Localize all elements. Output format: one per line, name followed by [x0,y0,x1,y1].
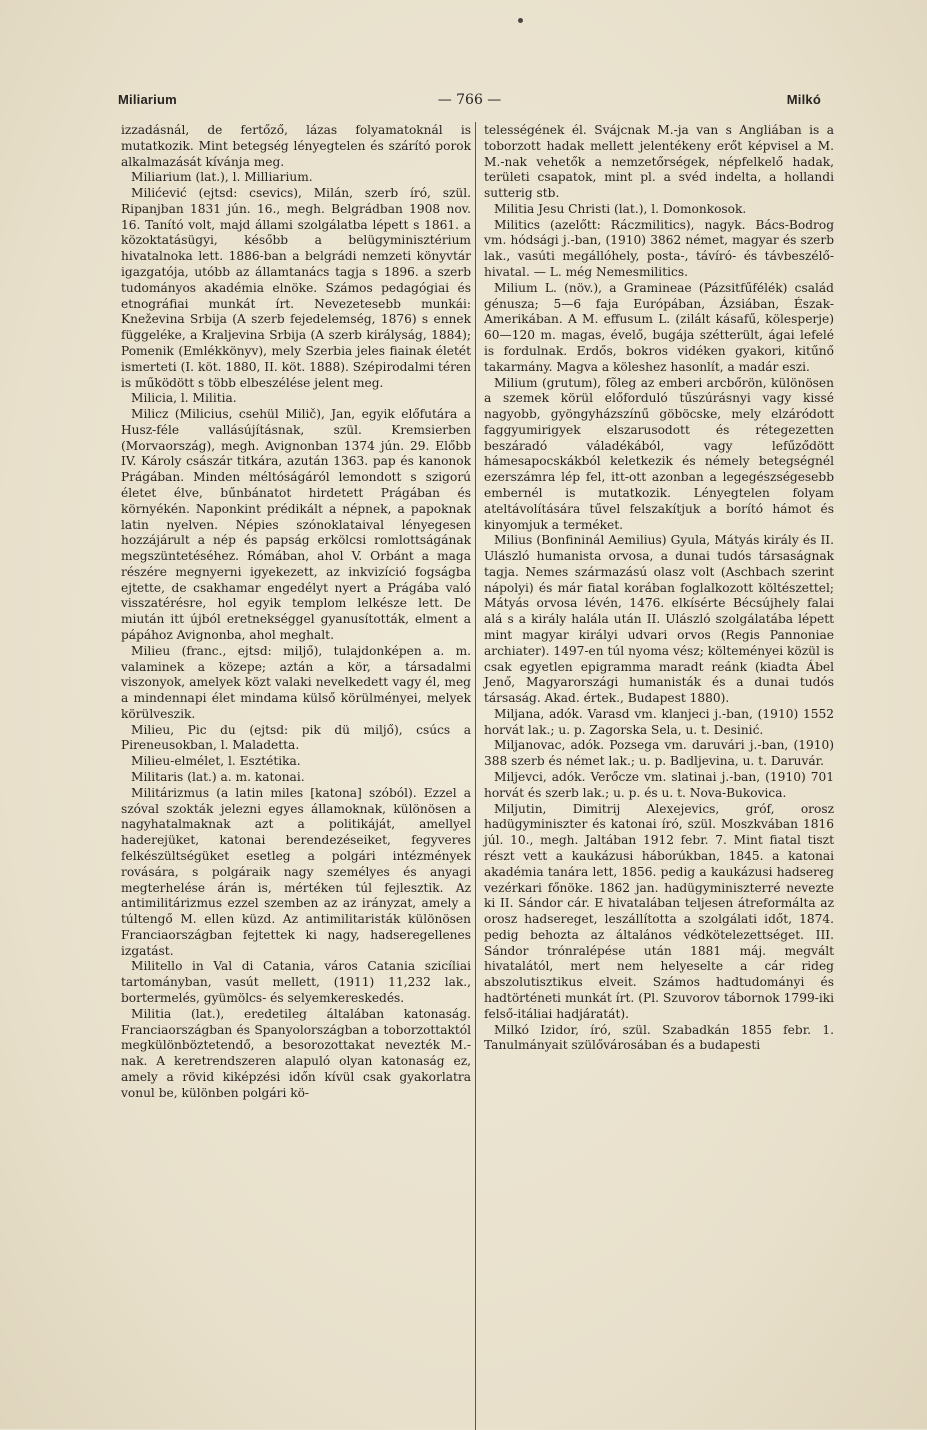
entry-milieu-elmelet: Milieu-elmélet, l. Esztétika. [131,754,301,769]
entry-continuation: izzadásnál, de fertőző, lázas folyamatoknál is mutatkozik. Mint betegség lényegtelen és szárító porok alkalmazását kívánja meg. [121,123,471,169]
entry-militia-jesu-christi: Militia Jesu Christi (lat.), l. Domonkosok. [494,201,747,216]
page-number: — 766 — [437,92,502,108]
entry-milieu: Milieu (franc., ejtsd: miljő), tulajdonképen a. m. valaminek a közepe; aztán a kör, a társadalmi viszonyok, amelyek közt valaki nevelkedett vagy él, meg a mindennapi élet mindama külső körülményei, melyek körülveszik. [121,643,471,721]
entry-militello: Militello in Val di Catania, város Catania szicíliai tartományban, vasút mellett, (1911) 11,232 lak., bortermelés, gyümölcs- és selyemkereskedés. [121,959,471,1005]
entry-milius: Milius (Bonfininál Aemilius) Gyula, Mátyás király és II. Ulászló humanista orvosa, a dunai tudós társaságnak tagja. Nemes származású olasz volt (Aschbach szerint nápolyi) és már fiatal korában foglalkozott költészettel; Mátyás orvosa lévén, 1476. elkísérte Bécsújhely falai alá s a király halála után II. Ulászló szolgálatába lépett mint magyar királyi udvari orvos (Regis Pannoniae archiater). 1497-en túl nyoma vész; költeményei közül is csak egyetlen epigramma maradt reánk (kiadta Ábel Jenő, Magyarországi humanisták és a dunai tudós társaság. Akad. értek., Budapest 1880). [484,533,834,706]
entry-militarizmus: Militárizmus (a latin miles [katona] szóból). Ezzel a szóval szokták jelezni egyes államoknak, különösen a nagyhatalmaknak azt a politikáját, amellyel haderejüket, katonai berendezéseiket, fegyveres felkészültségüket esetleg a polgári intézmények rovására, s polgáraik nagy személyes és anyagi megterhelése árán is, mértéken túl fejlesztik. Az antimilitárizmus ezzel szemben az az irányzat, amely a túltengő M. ellen küzd. Az antimilitaristák különösen Franciaországban fejtettek ki nagy, hadseregellenes izgatást. [121,785,471,958]
running-header [118,92,821,114]
entry-miljevci: Miljevci, adók. Verőcze vm. slatinai j.-ban, (1910) 701 horvát és szerb lak.; u. p. és u. t. Nova-Bukovica. [484,770,834,800]
entry-milium-grutum: Milium (grutum), fõleg az emberi arcbőrön, különösen a szemek körül előforduló tűszúrásnyi vagy kissé nagyobb, gyöngyházszínű göböcske, mely elzáródott faggyumirigyek elszarusodott és rétegezetten beszáradó váladékából, vagy lefűződött hámesapocskákból keletkezik és némely betegségnél ezerszámra lép fel, itt-ott azonban a legegészségesebb embernél is mutatkozik. Lényegtelen folyam ateltávolítására tűvel felszakítjuk a borító hámot és kinyomjuk a terméket. [484,375,834,532]
right-column [484,123,834,1054]
header-right-keyword: Milkó [786,92,821,107]
header-left-keyword: Miliarium [118,92,177,107]
entry-militaris: Militaris (lat.) a. m. katonai. [131,770,305,785]
entry-milium-botany: Milium L. (növ.), a Gramineae (Pázsitfűfélék) család génusza; 5—6 faja Európában, Ázsiában, Észak-Amerikában. A M. effusum L. (zilált kásafű, kölesperje) 60—120 m. magas, évelő, bugája szétterült, ágai lefelé is fordulnak. Erdős, bokros vidéken gyakori, kitűnő takarmány. Magva a köleshez hasonlít, a madár eszi. [484,280,834,374]
column-divider [475,122,476,1430]
entry-miliarium: Miliarium (lat.), l. Milliarium. [131,170,313,185]
entry-milicevic: Milićević (ejtsd: csevics), Milán, szerb író, szül. Ripanjban 1831 jún. 16., megh. Belgrádban 1908 nov. 16. Tanító volt, majd állami szolgálatba lépett s 1861. a közoktatásügyi, később a belügyminisztérium hivatalnoka lett. 1886-ban a belgrádi nemzeti könyvtár igazgatója, utóbb az államtanács tagja s 1896. a szerb tudományos akadémia elnöke. Számos pedagógiai és etnográfiai munkát írt. Nevezetesebb munkái: Kneževina Srbija (A szerb fejedelemség, 1876) s ennek függeléke, a Kraljevina Srbija (A szerb királyság, 1884); Pomenik (Emlékkönyv), mely Szerbia jeles fiainak életét ismerteti (I. köt. 1880, II. köt. 1888). Szépirodalmi téren is működött s több elbeszélése jelent meg. [121,186,471,390]
left-column [121,123,471,1101]
entry-miljanovac: Miljanovac, adók. Pozsega vm. daruvári j.-ban, (1910) 388 szerb és német lak.; u. p. Badljevina, u. t. Daruvár. [484,738,834,769]
entry-milicz: Milicz (Milicius, csehül Milič), Jan, egyik előfutára a Husz-féle vallásújításnak, szül. Kremsierben (Morvaország), megh. Avignonban 1374 jún. 29. Előbb IV. Károly császár titkára, azután 1363. pap és kanonok Prágában. Minden méltóságáról lemondott s szigorú életet élve, bűnbánatot hirdetett Prágában és környékén. Naponkint prédikált a népnek, a papoknak latin nyelven. Népies szónoklataival lényegesen hozzájárult a nép és papság erkölcsi romlottságának megszüntetéséhez. Rómában, ahol V. Orbánt a maga részére megnyerni igyekezett, az inkvizíció fogságba ejtette, de csakhamar engedélyt nyert a Prágába való visszatérésre, hol egyik templom lelkésze lett. De miután itt újból eretnekséggel gyanusították, elment a pápához Avignonba, ahol meghalt. [121,407,471,642]
entry-milieu-pic-du: Milieu, Pic du (ejtsd: pik dü miljő), csúcs a Pireneusokban, l. Maladetta. [121,722,471,753]
entry-milko: Milkó Izidor, író, szül. Szabadkán 1855 febr. 1. Tanulmányait szülővárosában és a budapesti [484,1022,834,1053]
entry-militia: Militia (lat.), eredetileg általában katonaság. Franciaországban és Spanyolországban a toborzottaktól megkülönböztetendő, a besorozottakat nevezték M.-nak. A keretrendszeren alapuló olyan katonaság ez, amely a rövid kiképzési időn kívül csak gyakorlatra vonul be, különben polgári kö- [121,1006,471,1100]
entry-miljana: Miljana, adók. Varasd vm. klanjeci j.-ban, (1910) 1552 horvát lak.; u. p. Zagorska Sela, u. t. Desinić. [484,706,834,737]
ink-speck [518,18,523,23]
entry-continuation: telességének él. Svájcnak M.-ja van s Angliában is a toborzott hadak mellett jelentékeny erőt képvisel a M. M.-nak vehetők a nemzetőrségek, népfelkelő hadak, területi csapatok, mint pl. a svéd indelta, a hollandi sutterig stb. [484,123,834,201]
entry-miljutin: Miljutin, Dimitrij Alexejevics, gróf, orosz hadügyminiszter és katonai író, szül. Moszkvában 1816 júl. 10., megh. Jaltában 1912 febr. 7. Mint fiatal tiszt részt vett a kaukázusi háborúkban, 1845. a katonai akadémia tanára lett, 1856. pedig a kaukázusi hadsereg vezérkari főnöke. 1862 jan. hadügyminiszterré nevezte ki II. Sándor cár. E hivatalában teljesen átreformálta az orosz hadsereget, leszállította a szolgálati időt, 1874. pedig behozta az általános védkötelezettséget. III. Sándor trónralépése után 1881 máj. megvált hivatalától, mert nem helyeselte a cár rideg abszolutisztikus elveit. Számos hadtudományi és hadtörténeti munkát írt. (Pl. Szuvorov tábornok 1799-iki felső-itáliai hadjáratát). [484,801,834,1021]
entry-militics: Militics (azelőtt: Ráczmilitics), nagyk. Bács-Bodrog vm. hódsági j.-ban, (1910) 3862 német, magyar és szerb lak., vasúti megállóhely, posta-, távíró- és távbeszélő-hivatal. — L. még Nemesmilitics. [484,217,834,280]
entry-milicia: Milicia, l. Militia. [131,391,237,406]
